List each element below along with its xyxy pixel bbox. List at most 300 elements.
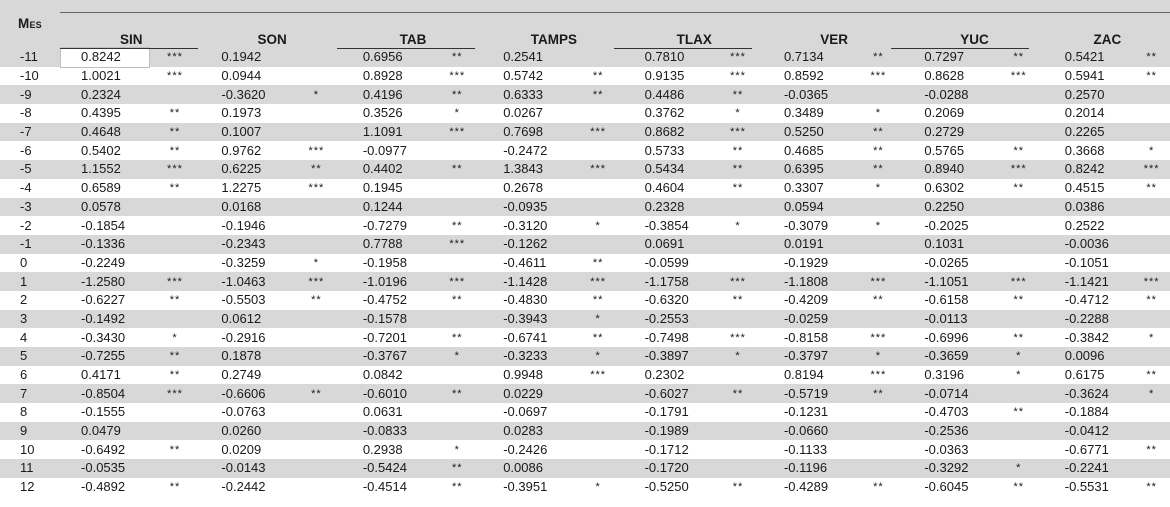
significance-cell-tamps: *** — [572, 160, 625, 179]
table-row — [0, 422, 1170, 441]
significance-cell-tab — [431, 403, 483, 422]
value-cell-tamps: -0.4611 — [483, 254, 572, 273]
value-cell-zac: 0.0386 — [1045, 198, 1134, 217]
value-cell-tamps: -0.0935 — [483, 198, 572, 217]
significance-cell-son — [290, 403, 343, 422]
value-cell-yuc: 0.2729 — [904, 123, 993, 142]
value-cell-tamps: -0.3233 — [483, 347, 572, 366]
table-row — [0, 459, 1170, 478]
significance-cell-tlax: ** — [712, 85, 764, 104]
significance-cell-son — [290, 48, 343, 67]
significance-cell-ver: *** — [852, 67, 904, 86]
significance-cell-tlax: *** — [712, 67, 764, 86]
significance-cell-tab: *** — [431, 272, 483, 291]
table-row — [0, 104, 1170, 123]
table-row — [0, 123, 1170, 142]
significance-cell-sin: ** — [149, 347, 202, 366]
significance-cell-yuc — [993, 384, 1045, 403]
mes-cell: -10 — [0, 67, 61, 86]
value-cell-tamps: 0.0086 — [483, 459, 572, 478]
value-cell-tab: -1.0196 — [343, 272, 432, 291]
significance-cell-ver — [852, 254, 904, 273]
value-cell-tamps: 0.2541 — [483, 48, 572, 67]
mes-cell: 7 — [0, 384, 61, 403]
significance-cell-zac: ** — [1133, 48, 1170, 67]
significance-cell-son — [290, 198, 343, 217]
value-cell-tlax: -0.2553 — [625, 310, 712, 329]
value-cell-sin: 0.4171 — [61, 366, 148, 385]
mes-cell: 0 — [0, 254, 61, 273]
value-cell-son: 0.1878 — [201, 347, 290, 366]
value-cell-son: -0.0143 — [201, 459, 290, 478]
significance-cell-tab — [431, 366, 483, 385]
value-cell-tlax: 0.4604 — [625, 179, 712, 198]
significance-cell-tab: *** — [431, 235, 483, 254]
significance-cell-ver — [852, 422, 904, 441]
significance-cell-sin — [149, 235, 202, 254]
significance-cell-ver: ** — [852, 291, 904, 310]
value-cell-tlax: -0.1989 — [625, 422, 712, 441]
value-cell-sin: -0.1492 — [61, 310, 148, 329]
significance-cell-sin: ** — [149, 104, 202, 123]
value-cell-zac: 0.0096 — [1045, 347, 1134, 366]
value-cell-ver: 0.6395 — [764, 160, 853, 179]
value-cell-sin: -1.2580 — [61, 272, 148, 291]
significance-cell-zac — [1133, 123, 1170, 142]
value-cell-ver: -0.3079 — [764, 216, 853, 235]
value-cell-zac: 0.2265 — [1045, 123, 1134, 142]
value-cell-sin: 0.6589 — [61, 179, 148, 198]
significance-cell-son: ** — [290, 160, 343, 179]
significance-cell-sin — [149, 459, 202, 478]
value-cell-yuc: 0.6302 — [904, 179, 993, 198]
value-cell-tab: -0.4752 — [343, 291, 432, 310]
significance-cell-sin — [149, 310, 202, 329]
significance-cell-sin — [149, 403, 202, 422]
value-cell-zac: 0.2570 — [1045, 85, 1134, 104]
significance-cell-tamps: ** — [572, 254, 625, 273]
col-header-tlax: TLAX — [625, 0, 764, 48]
value-cell-zac: -0.0412 — [1045, 422, 1134, 441]
value-cell-tlax: 0.4486 — [625, 85, 712, 104]
significance-cell-tlax — [712, 440, 764, 459]
value-cell-sin: 0.5402 — [61, 141, 148, 160]
value-cell-sin: -0.6492 — [61, 440, 148, 459]
value-cell-son: 0.1973 — [201, 104, 290, 123]
value-cell-tlax: -0.1720 — [625, 459, 712, 478]
significance-cell-tamps — [572, 141, 625, 160]
value-cell-son: 0.0209 — [201, 440, 290, 459]
value-cell-tlax: -1.1758 — [625, 272, 712, 291]
value-cell-tamps: 0.5742 — [483, 67, 572, 86]
significance-cell-zac: ** — [1133, 67, 1170, 86]
significance-cell-sin: *** — [149, 272, 202, 291]
value-cell-ver: -0.4289 — [764, 478, 853, 497]
value-cell-tab: -0.6010 — [343, 384, 432, 403]
significance-cell-yuc — [993, 422, 1045, 441]
value-cell-ver: -0.1133 — [764, 440, 853, 459]
significance-cell-zac — [1133, 459, 1170, 478]
value-cell-sin: 0.0578 — [61, 198, 148, 217]
value-cell-yuc: -0.0288 — [904, 85, 993, 104]
mes-cell: 6 — [0, 366, 61, 385]
mes-cell: -5 — [0, 160, 61, 179]
value-cell-zac: -0.3842 — [1045, 328, 1134, 347]
significance-cell-tlax — [712, 366, 764, 385]
significance-cell-tamps — [572, 198, 625, 217]
significance-cell-tab: ** — [431, 459, 483, 478]
table-row — [0, 310, 1170, 329]
table-row — [0, 403, 1170, 422]
value-cell-son: 0.9762 — [201, 141, 290, 160]
significance-cell-zac: ** — [1133, 179, 1170, 198]
significance-cell-tamps: * — [572, 216, 625, 235]
significance-cell-sin — [149, 254, 202, 273]
mes-cell: -11 — [0, 48, 61, 67]
significance-cell-tamps: ** — [572, 328, 625, 347]
table-row — [0, 440, 1170, 459]
significance-cell-tab: *** — [431, 67, 483, 86]
value-cell-sin: -0.8504 — [61, 384, 148, 403]
significance-cell-tab: ** — [431, 384, 483, 403]
significance-cell-tamps — [572, 384, 625, 403]
significance-cell-son — [290, 216, 343, 235]
value-cell-sin: 1.0021 — [61, 67, 148, 86]
col-header-yuc: YUC — [904, 0, 1044, 48]
significance-cell-zac — [1133, 104, 1170, 123]
significance-cell-yuc: ** — [993, 328, 1045, 347]
value-cell-tab: 0.4402 — [343, 160, 432, 179]
significance-cell-yuc: ** — [993, 141, 1045, 160]
significance-cell-son — [290, 104, 343, 123]
value-cell-tamps: -1.1428 — [483, 272, 572, 291]
table-row — [0, 254, 1170, 273]
significance-cell-son — [290, 328, 343, 347]
significance-cell-zac — [1133, 403, 1170, 422]
value-cell-tamps: -0.2426 — [483, 440, 572, 459]
value-cell-tamps: -0.3943 — [483, 310, 572, 329]
value-cell-son: -0.6606 — [201, 384, 290, 403]
value-cell-sin: -0.3430 — [61, 328, 148, 347]
significance-cell-tlax: ** — [712, 478, 764, 497]
value-cell-tab: -0.7201 — [343, 328, 432, 347]
value-cell-tab: -0.4514 — [343, 478, 432, 497]
value-cell-zac: -0.0036 — [1045, 235, 1134, 254]
value-cell-tab: -0.7279 — [343, 216, 432, 235]
significance-cell-sin: *** — [149, 48, 202, 67]
mes-cell: 4 — [0, 328, 61, 347]
col-header-tab: TAB — [343, 0, 483, 48]
table-row — [0, 235, 1170, 254]
significance-cell-ver — [852, 403, 904, 422]
value-cell-yuc: -0.3659 — [904, 347, 993, 366]
table-row — [0, 216, 1170, 235]
significance-cell-yuc — [993, 235, 1045, 254]
table-row — [0, 347, 1170, 366]
significance-cell-ver — [852, 310, 904, 329]
value-cell-tab: 0.1945 — [343, 179, 432, 198]
value-cell-zac: 0.2014 — [1045, 104, 1134, 123]
value-cell-zac: 0.6175 — [1045, 366, 1134, 385]
value-cell-zac: -0.4712 — [1045, 291, 1134, 310]
significance-cell-tlax — [712, 310, 764, 329]
significance-cell-yuc: ** — [993, 48, 1045, 67]
value-cell-sin: 0.2324 — [61, 85, 148, 104]
significance-cell-son — [290, 459, 343, 478]
value-cell-yuc: -0.2025 — [904, 216, 993, 235]
significance-cell-son: *** — [290, 179, 343, 198]
value-cell-yuc: -0.2536 — [904, 422, 993, 441]
value-cell-tab: 1.1091 — [343, 123, 432, 142]
value-cell-zac: -0.1051 — [1045, 254, 1134, 273]
significance-cell-tlax: * — [712, 216, 764, 235]
value-cell-yuc: -0.6045 — [904, 478, 993, 497]
significance-cell-yuc: * — [993, 459, 1045, 478]
significance-cell-tlax — [712, 235, 764, 254]
mes-header-first: M — [18, 15, 30, 31]
significance-cell-tlax: ** — [712, 160, 764, 179]
value-cell-son: -0.3259 — [201, 254, 290, 273]
value-cell-sin: 0.4648 — [61, 123, 148, 142]
value-cell-tamps: -0.6741 — [483, 328, 572, 347]
value-cell-tamps: 0.7698 — [483, 123, 572, 142]
value-cell-tab: -0.5424 — [343, 459, 432, 478]
significance-cell-sin: ** — [149, 366, 202, 385]
value-cell-ver: -0.3797 — [764, 347, 853, 366]
significance-cell-son: *** — [290, 141, 343, 160]
value-cell-sin: 1.1552 — [61, 160, 148, 179]
significance-cell-ver — [852, 198, 904, 217]
significance-cell-zac: ** — [1133, 440, 1170, 459]
significance-cell-ver: ** — [852, 141, 904, 160]
col-header-ver: VER — [764, 0, 904, 48]
value-cell-ver: 0.5250 — [764, 123, 853, 142]
significance-cell-yuc: * — [993, 347, 1045, 366]
significance-cell-tab: * — [431, 104, 483, 123]
value-cell-ver: 0.8592 — [764, 67, 853, 86]
value-cell-sin: -0.0535 — [61, 459, 148, 478]
significance-cell-tab — [431, 198, 483, 217]
value-cell-tamps: 0.2678 — [483, 179, 572, 198]
significance-cell-tamps — [572, 48, 625, 67]
significance-cell-son: ** — [290, 291, 343, 310]
significance-cell-tab: ** — [431, 291, 483, 310]
value-cell-yuc: -0.6996 — [904, 328, 993, 347]
value-cell-tab: 0.2938 — [343, 440, 432, 459]
sin-header-underline — [60, 48, 198, 49]
significance-cell-yuc: *** — [993, 160, 1045, 179]
value-cell-yuc: 0.5765 — [904, 141, 993, 160]
value-cell-tlax: 0.3762 — [625, 104, 712, 123]
significance-cell-son: * — [290, 254, 343, 273]
value-cell-ver: -0.4209 — [764, 291, 853, 310]
significance-cell-tab: *** — [431, 123, 483, 142]
value-cell-sin: -0.1336 — [61, 235, 148, 254]
significance-cell-yuc — [993, 254, 1045, 273]
significance-cell-tamps — [572, 179, 625, 198]
value-cell-yuc: 0.8940 — [904, 160, 993, 179]
mes-cell: 1 — [0, 272, 61, 291]
significance-cell-zac: ** — [1133, 291, 1170, 310]
significance-cell-zac: * — [1133, 141, 1170, 160]
value-cell-sin: -0.1854 — [61, 216, 148, 235]
significance-cell-yuc: *** — [993, 272, 1045, 291]
significance-cell-tlax: ** — [712, 141, 764, 160]
significance-cell-sin: ** — [149, 478, 202, 497]
significance-cell-zac — [1133, 310, 1170, 329]
significance-cell-tlax: *** — [712, 48, 764, 67]
significance-cell-zac: ** — [1133, 366, 1170, 385]
value-cell-tlax: 0.2302 — [625, 366, 712, 385]
header-row — [0, 0, 1170, 48]
mes-cell: -2 — [0, 216, 61, 235]
significance-cell-sin: *** — [149, 384, 202, 403]
significance-cell-ver: ** — [852, 48, 904, 67]
significance-cell-tamps: *** — [572, 272, 625, 291]
value-cell-tlax: 0.7810 — [625, 48, 712, 67]
value-cell-tlax: -0.7498 — [625, 328, 712, 347]
value-cell-ver: 0.7134 — [764, 48, 853, 67]
significance-cell-yuc — [993, 310, 1045, 329]
significance-cell-tlax: * — [712, 347, 764, 366]
significance-cell-tamps: *** — [572, 366, 625, 385]
mes-cell: -7 — [0, 123, 61, 142]
value-cell-son: -0.2916 — [201, 328, 290, 347]
mes-cell: 5 — [0, 347, 61, 366]
value-cell-ver: -0.0259 — [764, 310, 853, 329]
value-cell-ver: 0.4685 — [764, 141, 853, 160]
value-cell-zac: -0.2241 — [1045, 459, 1134, 478]
significance-cell-ver: * — [852, 179, 904, 198]
value-cell-tab: -0.0977 — [343, 141, 432, 160]
significance-cell-zac: * — [1133, 384, 1170, 403]
significance-cell-yuc — [993, 216, 1045, 235]
significance-cell-yuc: ** — [993, 403, 1045, 422]
mes-cell: 3 — [0, 310, 61, 329]
significance-cell-tamps — [572, 235, 625, 254]
significance-cell-yuc — [993, 440, 1045, 459]
significance-cell-tlax — [712, 198, 764, 217]
significance-cell-ver — [852, 235, 904, 254]
mes-cell: -9 — [0, 85, 61, 104]
value-cell-tlax: 0.5434 — [625, 160, 712, 179]
value-cell-zac: -0.6771 — [1045, 440, 1134, 459]
value-cell-zac: -0.5531 — [1045, 478, 1134, 497]
value-cell-sin: -0.6227 — [61, 291, 148, 310]
value-cell-yuc: -0.0714 — [904, 384, 993, 403]
table-row — [0, 67, 1170, 86]
significance-cell-ver: ** — [852, 123, 904, 142]
value-cell-tlax: 0.2328 — [625, 198, 712, 217]
value-cell-tlax: 0.5733 — [625, 141, 712, 160]
value-cell-tlax: -0.3897 — [625, 347, 712, 366]
value-cell-tlax: -0.1712 — [625, 440, 712, 459]
value-cell-yuc: 0.2069 — [904, 104, 993, 123]
value-cell-yuc: 0.8628 — [904, 67, 993, 86]
significance-cell-son — [290, 440, 343, 459]
significance-cell-son — [290, 310, 343, 329]
value-cell-tamps: 0.0229 — [483, 384, 572, 403]
significance-cell-zac — [1133, 85, 1170, 104]
value-cell-zac: 0.4515 — [1045, 179, 1134, 198]
value-cell-sin: -0.7255 — [61, 347, 148, 366]
significance-cell-tab — [431, 179, 483, 198]
mes-cell: 2 — [0, 291, 61, 310]
significance-cell-son: ** — [290, 384, 343, 403]
significance-cell-tlax — [712, 459, 764, 478]
value-cell-tamps: -0.3951 — [483, 478, 572, 497]
value-cell-yuc: -1.1051 — [904, 272, 993, 291]
significance-cell-tlax: *** — [712, 272, 764, 291]
mes-cell: -6 — [0, 141, 61, 160]
significance-cell-yuc — [993, 104, 1045, 123]
significance-cell-tamps — [572, 104, 625, 123]
significance-cell-yuc: ** — [993, 478, 1045, 497]
significance-cell-zac: *** — [1133, 160, 1170, 179]
mes-cell: -3 — [0, 198, 61, 217]
value-cell-son: 0.1007 — [201, 123, 290, 142]
significance-cell-son — [290, 235, 343, 254]
value-cell-ver: -0.1231 — [764, 403, 853, 422]
significance-cell-tab — [431, 422, 483, 441]
value-cell-yuc: 0.3196 — [904, 366, 993, 385]
value-cell-son: 0.6225 — [201, 160, 290, 179]
significance-cell-sin: ** — [149, 123, 202, 142]
value-cell-tamps: -0.4830 — [483, 291, 572, 310]
table-row — [0, 141, 1170, 160]
value-cell-ver: -0.8158 — [764, 328, 853, 347]
significance-cell-tlax: ** — [712, 291, 764, 310]
value-cell-tamps: -0.1262 — [483, 235, 572, 254]
significance-cell-yuc: * — [993, 366, 1045, 385]
value-cell-ver: 0.8194 — [764, 366, 853, 385]
value-cell-zac: 0.3668 — [1045, 141, 1134, 160]
significance-cell-zac — [1133, 347, 1170, 366]
value-cell-yuc: 0.1031 — [904, 235, 993, 254]
significance-cell-sin: ** — [149, 179, 202, 198]
value-cell-son: 0.0260 — [201, 422, 290, 441]
table-row — [0, 48, 1170, 67]
significance-cell-tamps — [572, 422, 625, 441]
value-cell-son: -1.0463 — [201, 272, 290, 291]
value-cell-tlax: 0.9135 — [625, 67, 712, 86]
table-body — [0, 48, 1170, 497]
mes-cell: 12 — [0, 478, 61, 497]
significance-cell-tamps — [572, 440, 625, 459]
value-cell-tab: 0.7788 — [343, 235, 432, 254]
significance-cell-tab: ** — [431, 216, 483, 235]
significance-cell-tab: ** — [431, 85, 483, 104]
table-row — [0, 160, 1170, 179]
significance-cell-yuc — [993, 85, 1045, 104]
significance-cell-tamps — [572, 459, 625, 478]
value-cell-tab: -0.0833 — [343, 422, 432, 441]
significance-cell-ver: * — [852, 347, 904, 366]
value-cell-tab: 0.1244 — [343, 198, 432, 217]
significance-cell-ver: ** — [852, 478, 904, 497]
value-cell-zac: -1.1421 — [1045, 272, 1134, 291]
table-row — [0, 291, 1170, 310]
significance-cell-tlax — [712, 254, 764, 273]
significance-cell-tamps: ** — [572, 291, 625, 310]
value-cell-tab: -0.3767 — [343, 347, 432, 366]
value-cell-son: -0.0763 — [201, 403, 290, 422]
significance-cell-tlax: *** — [712, 123, 764, 142]
significance-cell-ver: ** — [852, 160, 904, 179]
significance-cell-son — [290, 366, 343, 385]
significance-cell-yuc: ** — [993, 291, 1045, 310]
value-cell-yuc: 0.2250 — [904, 198, 993, 217]
